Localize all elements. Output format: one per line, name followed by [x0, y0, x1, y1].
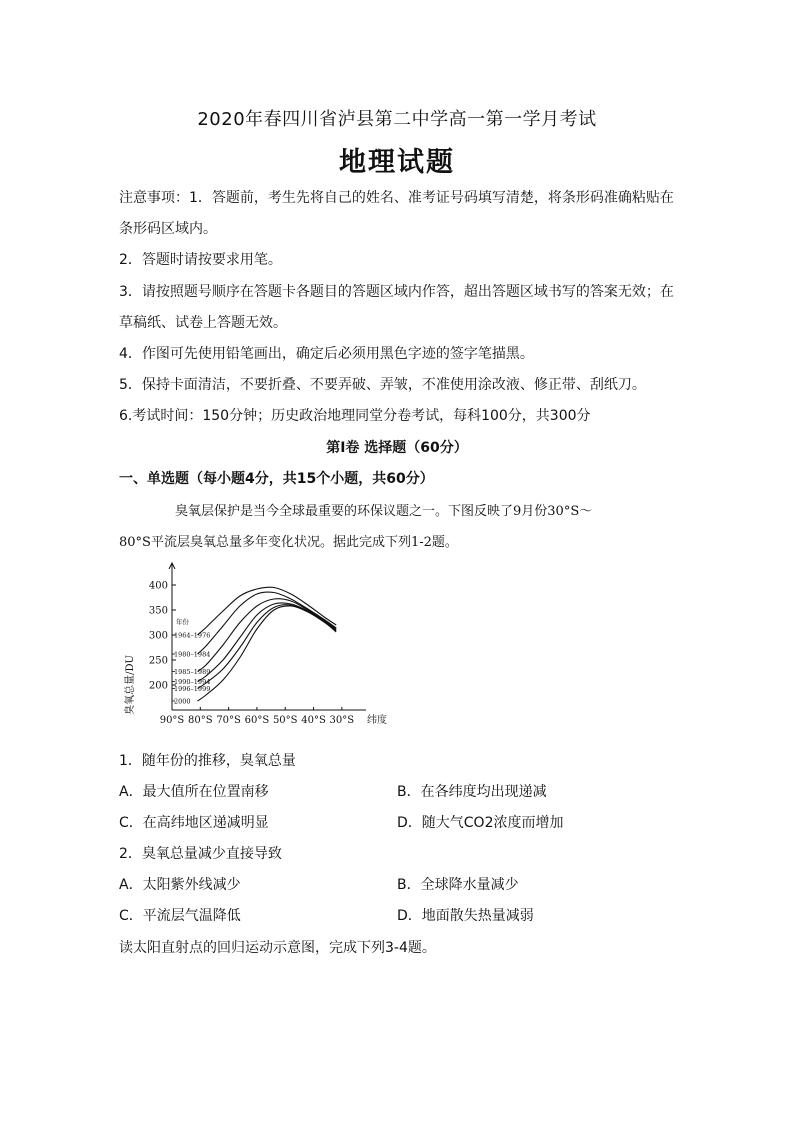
x-axis-label: 纬度	[367, 715, 387, 726]
note-2: 2．答题时请按要求用笔。	[119, 252, 282, 268]
x-tick-label: 40°S	[301, 715, 326, 726]
series-label: 2000	[174, 697, 191, 706]
exam-title: 2020年春四川省泸县第二中学高一第一学月考试	[197, 109, 597, 130]
y-tick-label: 200	[148, 680, 168, 692]
series-label: 1964–1976	[174, 631, 211, 640]
intro-line-2: 80°S平流层臭氧总量多年变化状况。据此完成下列1-2题。	[119, 535, 458, 550]
chart-series	[198, 587, 337, 701]
series-line	[198, 606, 337, 701]
y-tick-label: 250	[148, 655, 168, 667]
note-1-cont: 条形码区域内。	[119, 221, 217, 237]
q2-stem: 2．臭氧总量减少直接导致	[119, 846, 282, 862]
x-tick-label: 90°S	[159, 715, 185, 726]
q2-option-d[interactable]: D．地面散失热量减弱	[397, 908, 534, 924]
note-3-cont: 草稿纸、试卷上答题无效。	[119, 315, 287, 331]
intro-2: 读太阳直射点的回归运动示意图，完成下列3-4题。	[119, 940, 436, 956]
q2-option-a[interactable]: A．太阳紫外线减少	[119, 877, 241, 893]
ozone-chart	[120, 562, 387, 732]
chart-labels	[123, 581, 387, 727]
part-title: 一、单选题（每小题4分，共15个小题，共60分）	[119, 471, 434, 487]
legend-title: 年份	[176, 618, 189, 626]
y-tick-label: 350	[148, 605, 168, 617]
y-tick-label: 300	[148, 630, 168, 642]
note-3: 3．请按照题号顺序在答题卡各题目的答题区域内作答，超出答题区域书写的答案无效；在	[119, 284, 674, 300]
series-label: 1980–1984	[174, 650, 211, 659]
series-line	[198, 599, 337, 672]
x-tick-label: 60°S	[244, 715, 270, 726]
intro-line-1: 臭氧层保护是当今全球最重要的环保议题之一。下图反映了9月份30°S～	[175, 504, 593, 519]
q1-option-b[interactable]: B．在各纬度均出现递减	[397, 784, 547, 800]
series-label: 1996–1999	[174, 685, 211, 693]
x-tick-label: 70°S	[216, 715, 241, 726]
series-label: 1985–1989	[174, 668, 211, 676]
subject-title: 地理试题	[339, 147, 455, 178]
q1-stem: 1．随年份的推移，臭氧总量	[119, 753, 296, 769]
series-line	[198, 587, 337, 635]
note-4: 4．作图可先使用铅笔画出，确定后必须用黑色字迹的签字笔描黑。	[119, 346, 534, 362]
note-5: 5．保持卡面清洁，不要折叠、不要弄破、弄皱，不准使用涂改液、修正带、刮纸刀。	[119, 377, 646, 393]
y-tick-label: 400	[148, 580, 168, 592]
x-tick-label: 80°S	[188, 715, 213, 726]
note-1: 注意事项：1．答题前，考生先将自己的姓名、准考证号码填写清楚，将条形码准确粘贴在	[119, 190, 674, 206]
section-title: 第Ⅰ卷 选择题（60分）	[326, 440, 468, 456]
q2-option-b[interactable]: B．全球降水量减少	[397, 877, 519, 893]
y-axis-label: 臭氧总量/DU	[125, 655, 136, 715]
x-tick-label: 30°S	[329, 715, 355, 726]
note-6: 6.考试时间：150分钟；历史政治地理同堂分卷考试，每科100分，共300分	[119, 408, 591, 424]
series-label: 1990–1994	[174, 678, 211, 686]
q1-option-a[interactable]: A．最大值所在位置南移	[119, 784, 269, 800]
q2-option-c[interactable]: C．平流层气温降低	[119, 908, 241, 924]
q1-option-c[interactable]: C．在高纬地区递减明显	[119, 815, 269, 831]
x-tick-label: 50°S	[272, 715, 298, 726]
q1-option-d[interactable]: D．随大气CO2浓度而增加	[397, 815, 564, 831]
